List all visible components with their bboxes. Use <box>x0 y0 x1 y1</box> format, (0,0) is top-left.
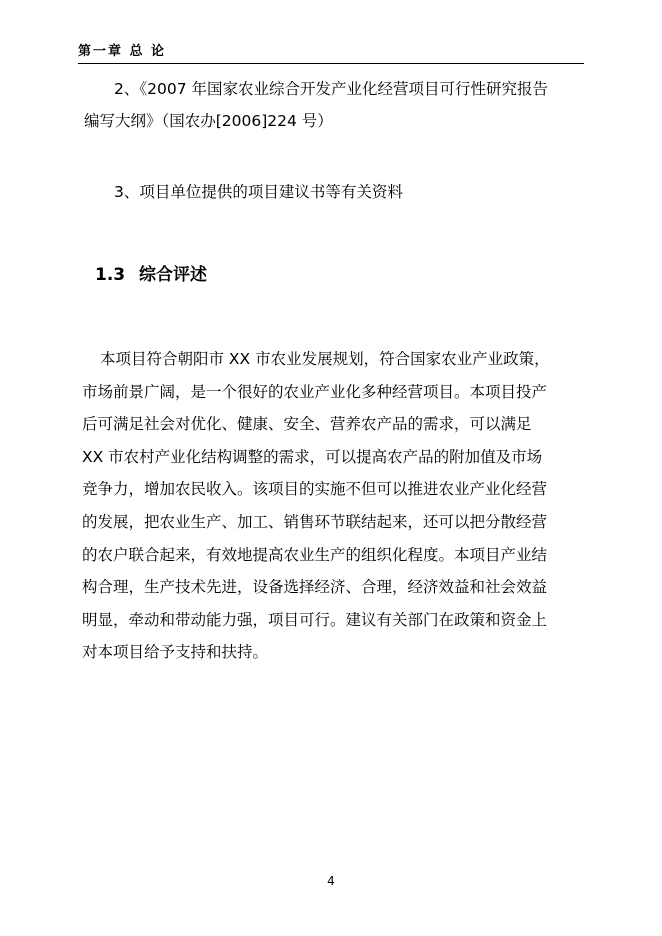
paragraph-line: 市场前景广阔，是一个很好的农业产业化多种经营项目。本项目投产 <box>82 382 548 401</box>
reference-item-3 <box>84 176 584 208</box>
header-divider <box>78 63 584 64</box>
section-heading <box>95 262 207 288</box>
section-title: 综合评述 <box>139 265 207 285</box>
running-header: 第一章 总 论 <box>78 44 167 59</box>
reference-item-2-line-2: 编写大纲》（国农办[2006]224 号） <box>84 112 333 130</box>
page-number: 4 <box>327 874 335 888</box>
paragraph-line: 的农户联合起来，有效地提高农业生产的组织化程度。本项目产业结 <box>82 545 548 564</box>
reference-item-2 <box>84 73 584 137</box>
paragraph-line: 对本项目给予支持和扶持。 <box>82 643 269 662</box>
paragraph-line: 本项目符合朝阳市 XX 市农业发展规划，符合国家农业产业政策， <box>100 350 550 368</box>
paragraph-line: 竞争力，增加农民收入。该项目的实施不但可以推进农业产业化经营 <box>82 480 548 499</box>
body-paragraph <box>82 343 592 669</box>
paragraph-line: 明显，牵动和带动能力强，项目可行。建议有关部门在政策和资金上 <box>82 610 548 629</box>
reference-item-2-line-1: 2、《2007 年国家农业综合开发产业化经营项目可行性研究报告 <box>114 80 548 98</box>
section-number: 1.3 <box>95 265 126 285</box>
paragraph-line: 的发展，把农业生产、加工、销售环节联结起来，还可以把分散经营 <box>82 512 548 531</box>
reference-item-3-text: 3、项目单位提供的项目建议书等有关资料 <box>114 183 403 201</box>
paragraph-line: 后可满足社会对优化、健康、安全、营养农产品的需求，可以满足 <box>82 415 532 434</box>
paragraph-line: XX 市农村产业化结构调整的需求，可以提高农产品的附加值及市场 <box>82 447 543 466</box>
paragraph-line: 构合理，生产技术先进，设备选择经济、合理，经济效益和社会效益 <box>82 578 548 597</box>
